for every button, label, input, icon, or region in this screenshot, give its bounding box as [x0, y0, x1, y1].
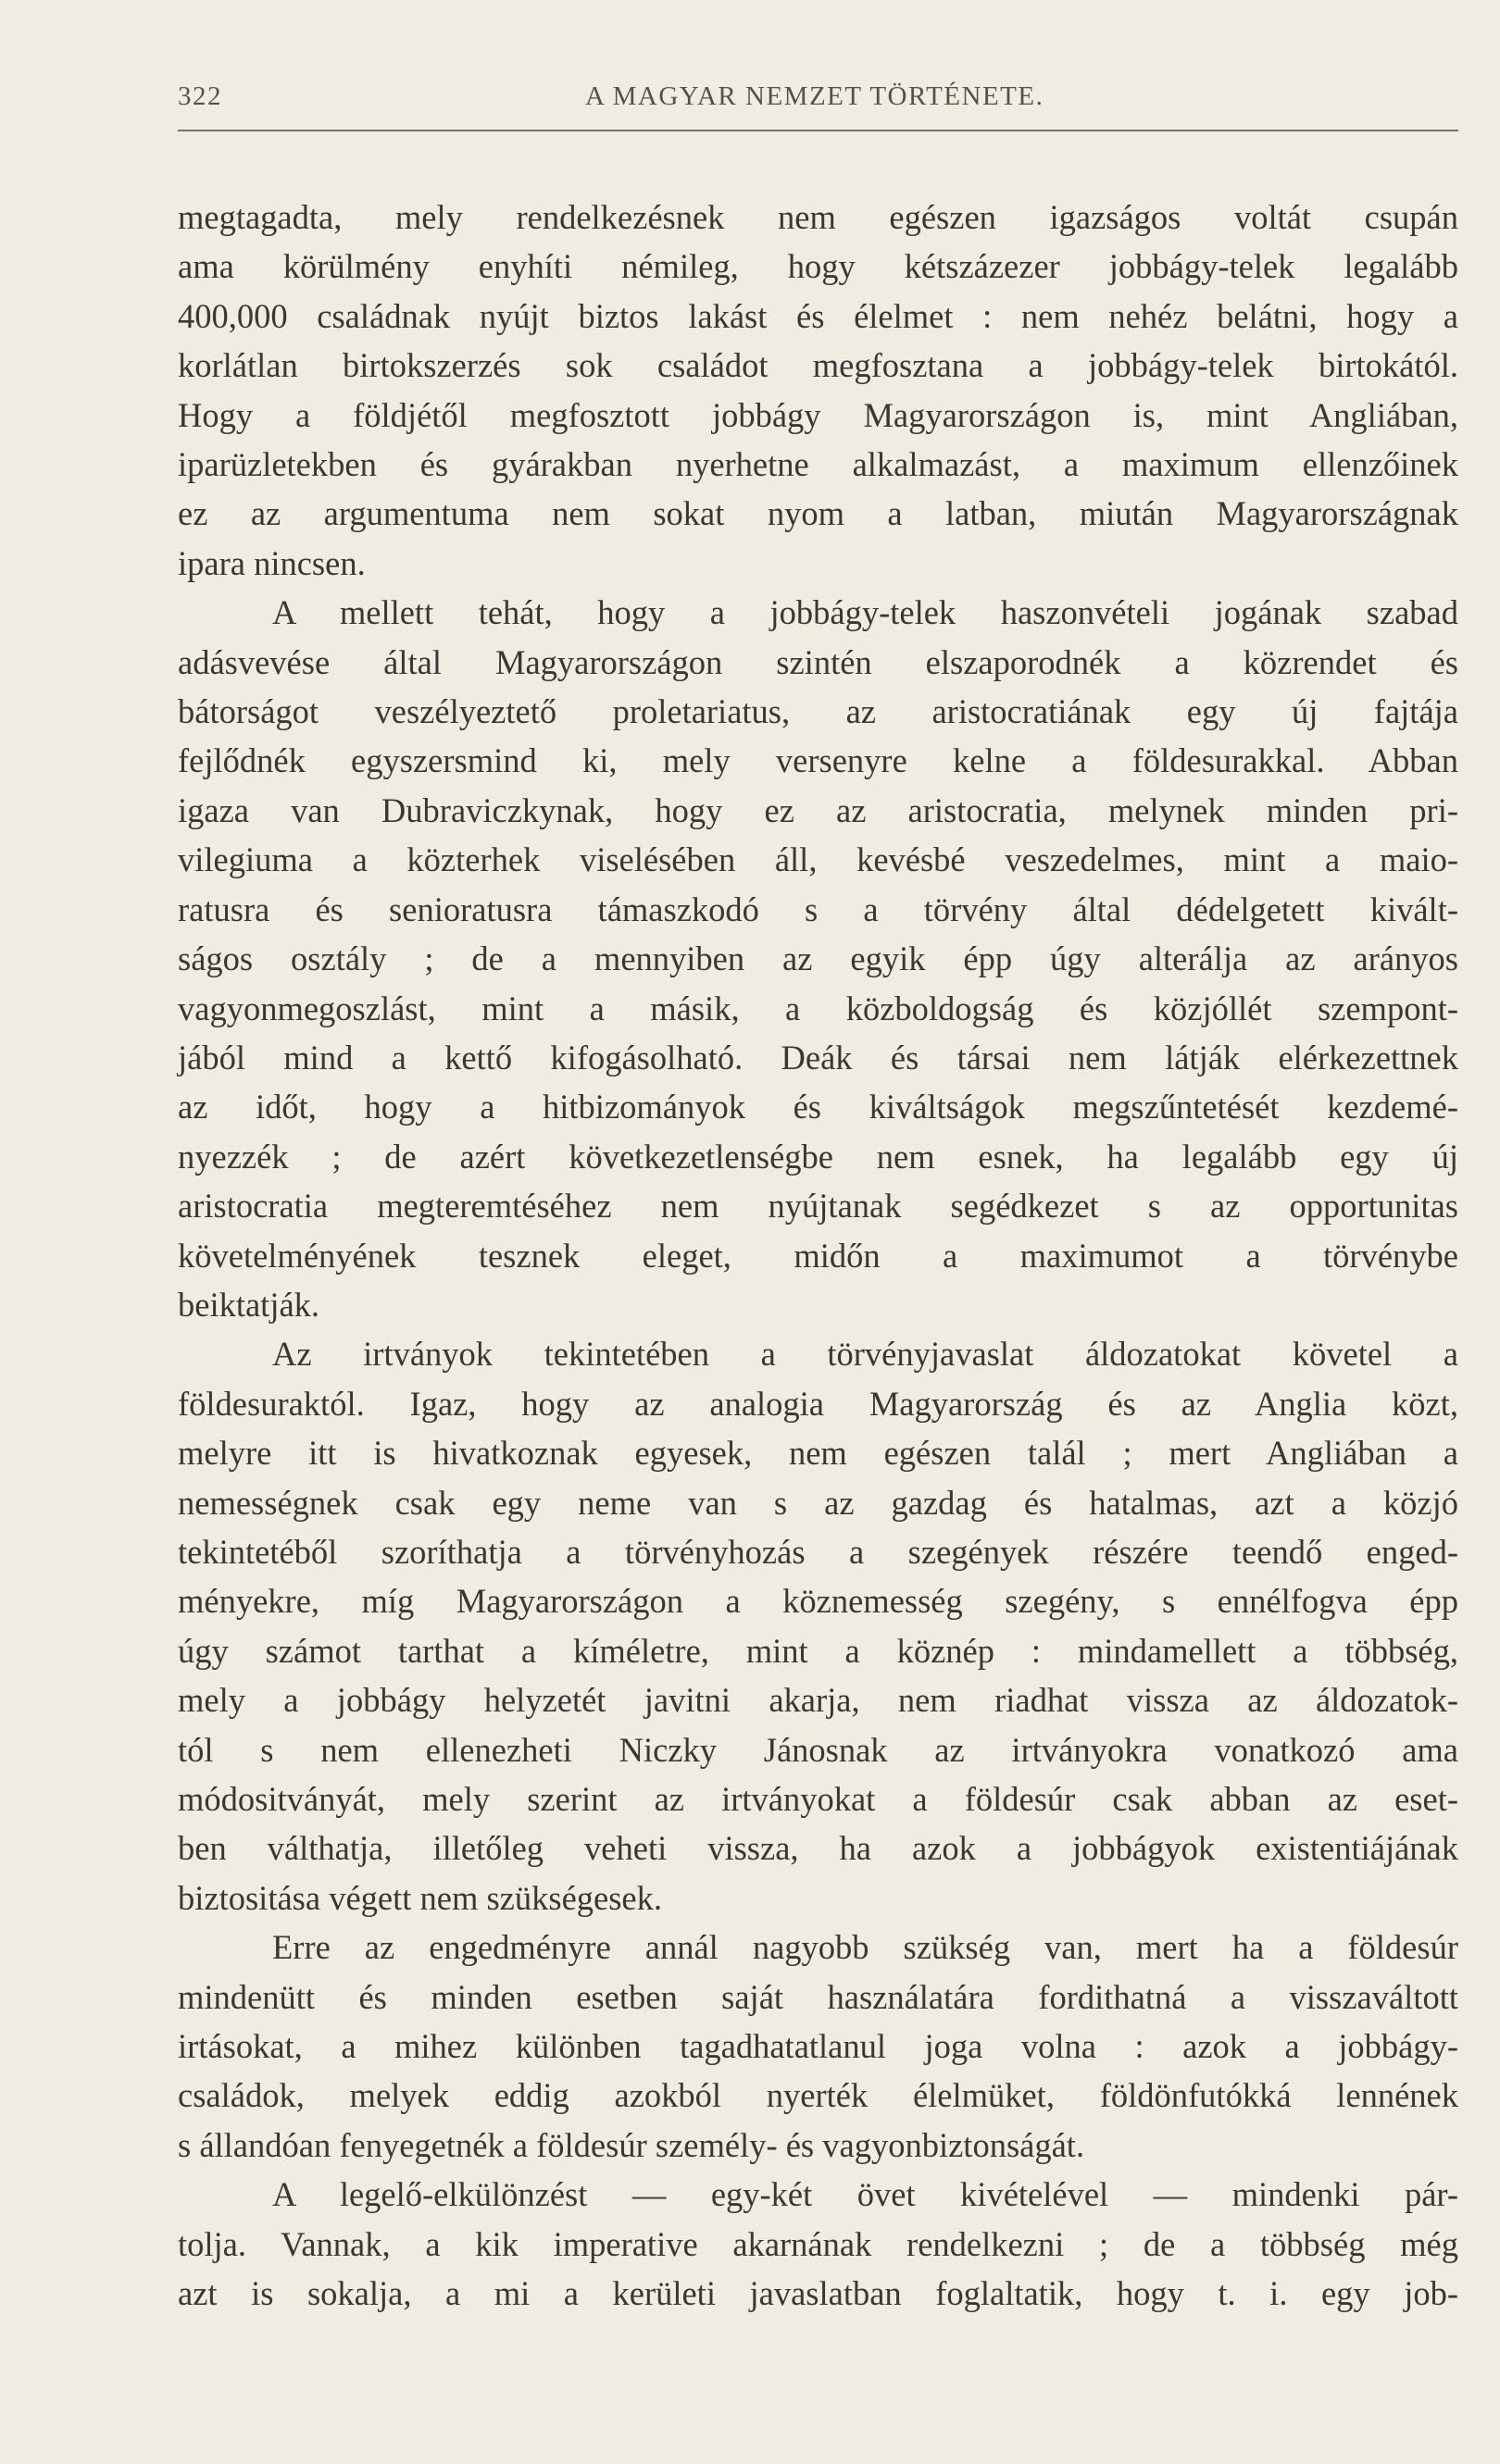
- text-line: az időt, hogy a hitbizományok és kiváltságok megszűntetését kezdemé-: [178, 1088, 1458, 1126]
- page-number: 322: [178, 81, 222, 111]
- text-line: ez az argumentuma nem sokat nyom a latban, miután Magyarországnak: [178, 494, 1458, 533]
- header-rule: [178, 130, 1458, 131]
- text-line: tól s nem ellenezheti Niczky Jánosnak az irtványokra vonatkozó ama: [178, 1730, 1458, 1769]
- text-line: ipara nincsen.: [178, 543, 366, 582]
- text-line: jából mind a kettő kifogásolható. Deák és társai nem látják elérkezettnek: [178, 1038, 1458, 1076]
- text-line: fejlődnék egyszersmind ki, mely versenyre kelne a földesurakkal. Abban: [178, 741, 1458, 780]
- text-line: melyre itt is hivatkoznak egyesek, nem egészen talál ; mert Angliában a: [178, 1434, 1458, 1473]
- text-line: vilegiuma a közterhek viselésében áll, kevésbé veszedelmes, mint a maio-: [178, 840, 1458, 879]
- paragraph: [178, 1923, 1458, 2170]
- text-line: mindenütt és minden esetben saját használatára fordithatná a visszaváltott: [178, 1977, 1458, 2016]
- running-head: [178, 81, 1458, 124]
- text-line: családok, melyek eddig azokból nyerték élelmüket, földönfutókká lennének: [178, 2076, 1458, 2115]
- text-line: követelményének tesznek eleget, midőn a maximumot a törvénybe: [178, 1236, 1458, 1275]
- text-line: azt is sokalja, a mi a kerületi javaslatban foglaltatik, hogy t. i. egy job-: [178, 2274, 1458, 2313]
- text-line: ratusra és senioratusra támaszkodó s a törvény által dédelgetett kivált-: [178, 890, 1458, 928]
- text-line: A mellett tehát, hogy a jobbágy-telek haszonvételi jogának szabad: [272, 593, 1458, 632]
- text-line: ságos osztály ; de a mennyiben az egyik épp úgy alterálja az arányos: [178, 940, 1458, 978]
- text-line: Az irtványok tekintetében a törvényjavaslat áldozatokat követel a: [272, 1335, 1458, 1374]
- text-line: korlátlan birtokszerzés sok családot megfosztana a jobbágy-telek birtokától.: [178, 346, 1458, 385]
- text-line: megtagadta, mely rendelkezésnek nem egészen igazságos voltát csupán: [178, 198, 1458, 236]
- text-line: bátorságot veszélyeztető proletariatus, az aristocratiának egy új fajtája: [178, 692, 1458, 731]
- text-line: iparüzletekben és gyárakban nyerhetne alkalmazást, a maximum ellenzőinek: [178, 445, 1458, 484]
- paragraph: [178, 193, 1458, 588]
- text-line: aristocratia megteremtéséhez nem nyújtanak segédkezet s az opportunitas: [178, 1187, 1458, 1226]
- text-line: igaza van Dubraviczkynak, hogy ez az aristocratia, melynek minden pri-: [178, 790, 1458, 829]
- text-line: ama körülmény enyhíti némileg, hogy kétszázezer jobbágy-telek legalább: [178, 247, 1458, 286]
- text-line: irtásokat, a mihez különben tagadhatatlanul joga volna : azok a jobbágy-: [178, 2027, 1458, 2066]
- text-line: mely a jobbágy helyzetét javitni akarja, nem riadhat vissza az áldozatok-: [178, 1681, 1458, 1720]
- paragraph: [178, 588, 1458, 1329]
- text-line: nemességnek csak egy neme van s az gazdag és hatalmas, azt a közjó: [178, 1483, 1458, 1522]
- text-line: Hogy a földjétől megfosztott jobbágy Magyarországon is, mint Angliában,: [178, 395, 1458, 434]
- text-line: tekintetéből szoríthatja a törvényhozás a szegények részére teendő enged-: [178, 1532, 1458, 1571]
- text-line: tolja. Vannak, a kik imperative akarnának rendelkezni ; de a többség még: [178, 2224, 1458, 2263]
- running-title: A MAGYAR NEMZET TÖRTÉNETE.: [585, 81, 1044, 111]
- text-line: adásvevése által Magyarországon szintén elszaporodnék a közrendet és: [178, 642, 1458, 681]
- text-line: s állandóan fenyegetnék a földesúr személy- és vagyonbiztonságát.: [178, 2125, 1085, 2164]
- text-line: beiktatják.: [178, 1285, 320, 1324]
- text-line: nyezzék ; de azért következetlenségbe nem esnek, ha legalább egy új: [178, 1137, 1458, 1176]
- text-line: módositványát, mely szerint az irtványokat a földesúr csak abban az eset-: [178, 1780, 1458, 1818]
- text-line: földesuraktól. Igaz, hogy az analogia Magyarország és az Anglia közt,: [178, 1384, 1458, 1423]
- text-line: ményekre, míg Magyarországon a köznemesség szegény, s ennélfogva épp: [178, 1582, 1458, 1621]
- text-line: ben válthatja, illetőleg veheti vissza, ha azok a jobbágyok existentiájának: [178, 1829, 1458, 1868]
- paragraph: [178, 2170, 1458, 2318]
- text-line: 400,000 családnak nyújt biztos lakást és élelmet : nem nehéz belátni, hogy a: [178, 296, 1458, 335]
- text-line: biztositása végett nem szükségesek.: [178, 1878, 663, 1917]
- text-line: Erre az engedményre annál nagyobb szükség van, mert ha a földesúr: [272, 1928, 1458, 1967]
- paragraph: [178, 1329, 1458, 1923]
- body-text: [178, 193, 1458, 2318]
- text-line: A legelő-elkülönzést — egy-két övet kivételével — mindenki pár-: [272, 2175, 1458, 2214]
- text-line: úgy számot tarthat a kíméletre, mint a köznép : mindamellett a többség,: [178, 1631, 1458, 1670]
- text-line: vagyonmegoszlást, mint a másik, a közboldogság és közjóllét szempont-: [178, 989, 1458, 1027]
